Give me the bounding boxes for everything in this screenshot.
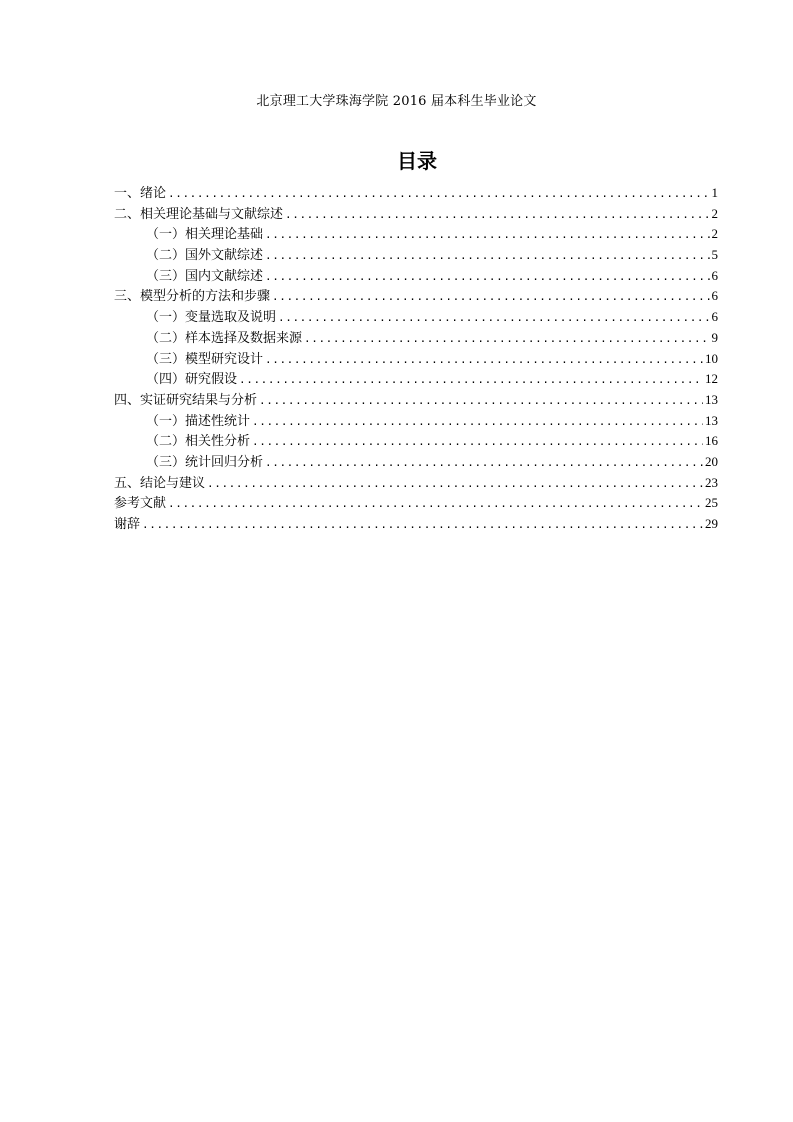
toc-entry[interactable]	[114, 204, 718, 225]
toc-dot-leader	[207, 474, 703, 494]
toc-entry[interactable]	[114, 493, 718, 514]
toc-entry[interactable]	[114, 431, 718, 452]
toc-entry-label: （一）相关理论基础	[146, 227, 264, 243]
toc-dot-leader	[304, 329, 709, 349]
toc-entry-page: 10	[705, 350, 718, 366]
toc-entry-page: 29	[705, 516, 718, 531]
table-of-contents	[114, 183, 718, 535]
toc-dot-leader	[259, 391, 703, 411]
toc-entry-label: （二）样本选择及数据来源	[146, 330, 303, 346]
toc-entry-page: 2	[711, 226, 718, 242]
toc-entry[interactable]	[114, 514, 718, 535]
toc-dot-leader	[168, 494, 703, 514]
toc-dot-leader	[265, 267, 709, 287]
toc-entry-label: 参考文献	[114, 496, 167, 512]
toc-entry[interactable]	[114, 390, 718, 411]
toc-entry[interactable]	[114, 286, 718, 307]
toc-entry-page: 16	[705, 433, 718, 449]
toc-entry-page: 6	[711, 288, 718, 304]
toc-entry-label: 二、相关理论基础与文献综述	[114, 206, 284, 222]
toc-entry-page: 12	[705, 371, 718, 387]
toc-entry-label: （三）统计回归分析	[146, 454, 264, 470]
toc-dot-leader	[239, 370, 703, 390]
toc-entry[interactable]	[114, 224, 718, 245]
page-header: 北京理工大学珠海学院 2016 届本科生毕业论文	[256, 94, 537, 109]
toc-dot-leader	[168, 184, 709, 204]
toc-dot-leader	[265, 246, 709, 266]
toc-entry-page: 13	[705, 391, 718, 407]
toc-entry-label: （一）变量选取及说明	[146, 310, 277, 326]
toc-entry-label: （三）模型研究设计	[146, 351, 264, 367]
toc-entry[interactable]	[114, 349, 718, 370]
toc-entry-page: 23	[705, 474, 718, 490]
toc-entry[interactable]	[114, 307, 718, 328]
toc-entry[interactable]	[114, 245, 718, 266]
toc-entry[interactable]	[114, 473, 718, 494]
toc-dot-leader	[142, 515, 703, 535]
toc-title: 目录	[397, 149, 437, 173]
toc-entry-label: （四）研究假设	[146, 372, 238, 388]
toc-dot-leader	[265, 225, 709, 245]
toc-entry-label: （二）国外文献综述	[146, 248, 264, 264]
toc-entry[interactable]	[114, 411, 718, 432]
toc-entry-page: 5	[711, 247, 718, 263]
toc-entry-label: （三）国内文献综述	[146, 268, 264, 284]
toc-entry[interactable]	[114, 369, 718, 390]
toc-entry[interactable]	[114, 452, 718, 473]
toc-entry-page: 1	[711, 185, 718, 200]
toc-entry-label: 四、实证研究结果与分析	[114, 392, 258, 408]
toc-dot-leader	[252, 432, 703, 452]
toc-entry-page: 20	[705, 453, 718, 469]
toc-entry-page: 9	[711, 329, 718, 345]
toc-entry-label: （一）描述性统计	[146, 413, 251, 429]
toc-entry-label: 三、模型分析的方法和步骤	[114, 289, 271, 305]
toc-entry-page: 13	[705, 412, 718, 428]
toc-entry-label: 一、绪论	[114, 186, 167, 201]
toc-dot-leader	[278, 308, 709, 328]
toc-entry[interactable]	[114, 266, 718, 287]
toc-entry-label: 五、结论与建议	[114, 475, 206, 491]
toc-entry-page: 2	[711, 205, 718, 221]
toc-entry-page: 6	[711, 309, 718, 325]
toc-dot-leader	[285, 205, 709, 225]
toc-dot-leader	[265, 453, 703, 473]
toc-entry-page: 25	[705, 495, 718, 511]
toc-dot-leader	[252, 412, 703, 432]
toc-entry-label: （二）相关性分析	[146, 434, 251, 450]
toc-dot-leader	[265, 350, 703, 370]
toc-entry[interactable]	[114, 183, 718, 204]
toc-entry[interactable]	[114, 328, 718, 349]
toc-entry-label: 谢辞	[114, 517, 141, 532]
toc-dot-leader	[272, 287, 709, 307]
toc-entry-page: 6	[711, 267, 718, 283]
